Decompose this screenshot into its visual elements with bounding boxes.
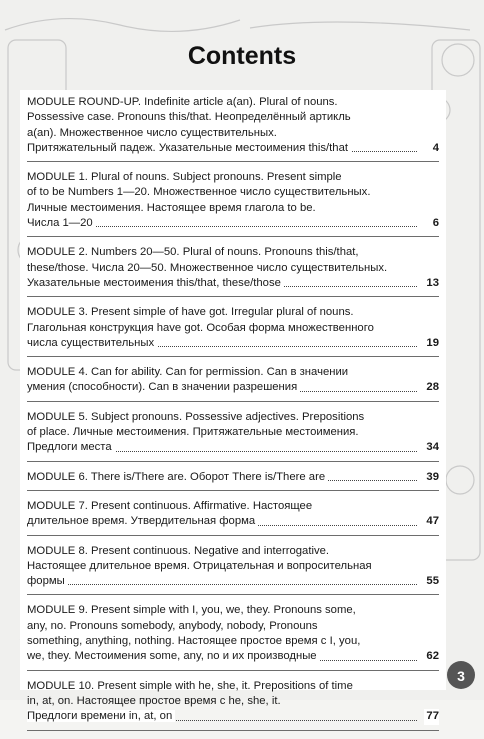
toc-entry-line: MODULE 8. Present continuous. Negative and interrogative. xyxy=(27,544,330,557)
toc-entry[interactable] xyxy=(27,95,439,162)
toc-page-number: 77 xyxy=(424,709,439,724)
toc-entry[interactable] xyxy=(27,470,439,491)
page-number: 3 xyxy=(457,668,465,684)
toc-page-number: 55 xyxy=(424,574,439,589)
toc-entry-line: MODULE 5. Subject pronouns. Possessive adjectives. Prepositions xyxy=(27,410,365,423)
toc-entry-line: in, at, on. Настоящее простое время с he, she, it. xyxy=(27,694,281,707)
toc-entry-text: MODULE 6. There is/There are. Оборот There is/There are xyxy=(27,471,328,483)
toc-entry-text: Предлоги времени in, at, on xyxy=(27,710,175,722)
toc-entry-line xyxy=(27,709,439,724)
toc-entry-line: of place. Личные местоимения. Притяжательные местоимения. xyxy=(27,426,359,439)
toc-entry-line xyxy=(27,514,439,529)
toc-page-number: 62 xyxy=(424,649,439,664)
dot-leader xyxy=(27,584,417,585)
toc-entry-text: Числа 1—20 xyxy=(27,217,96,229)
toc-entry-line: MODULE 3. Present simple of have got. Irregular plural of nouns. xyxy=(27,306,354,319)
toc-entry-text: формы xyxy=(27,575,68,587)
toc-page-number: 39 xyxy=(424,470,439,485)
toc-entry-line: MODULE 4. Can for ability. Can for permission. Can в значении xyxy=(27,366,349,379)
toc-entry[interactable] xyxy=(27,603,439,670)
toc-entry-line: these/those. Числа 20—50. Множественное число существительных. xyxy=(27,261,388,274)
toc-page-number: 19 xyxy=(424,336,439,351)
toc-entry-text: Предлоги места xyxy=(27,441,115,453)
toc-entry[interactable] xyxy=(27,170,439,237)
toc-entry-text: Указательные местоимения this/that, these/those xyxy=(27,277,284,289)
toc-entry-line: MODULE ROUND-UP. Indefinite article a(an). Plural of nouns. xyxy=(27,96,338,108)
toc-entry-line: Глагольная конструкция have got. Особая форма множественного xyxy=(27,321,374,334)
toc-entry-line xyxy=(27,380,439,395)
toc-entry-line xyxy=(27,649,439,664)
toc-entry-line: MODULE 7. Present continuous. Affirmative. Настоящее xyxy=(27,499,313,512)
toc-entry-line xyxy=(27,276,439,291)
table-of-contents xyxy=(27,95,439,739)
toc-entry-line: MODULE 9. Present simple with I, you, we, they. Pronouns some, xyxy=(27,604,356,617)
toc-entry[interactable] xyxy=(27,410,439,462)
toc-entry-line xyxy=(27,440,439,455)
toc-entry[interactable] xyxy=(27,499,439,536)
toc-page-number: 6 xyxy=(431,216,439,231)
toc-entry-text: we, they. Местоимения some, any, no и их производные xyxy=(27,650,320,662)
toc-entry-line xyxy=(27,141,439,156)
toc-entry-line: something, anything, nothing. Настоящее простое время с I, you, xyxy=(27,635,361,648)
toc-entry-line: Possessive case. Pronouns this/that. Неопределённый артикль xyxy=(27,111,351,124)
toc-entry-line: a(an). Множественное число существительных. xyxy=(27,126,277,139)
toc-entry-line xyxy=(27,574,439,589)
toc-entry-text: числа существительных xyxy=(27,337,157,349)
toc-entry-line: of to be Numbers 1—20. Множественное число существительных. xyxy=(27,186,371,199)
toc-entry-line: Настоящее длительное время. Отрицательная и вопросительная xyxy=(27,559,372,572)
toc-entry[interactable] xyxy=(27,245,439,297)
toc-entry-line xyxy=(27,470,439,485)
toc-entry-text: длительное время. Утвердительная форма xyxy=(27,515,258,527)
toc-entry-line: MODULE 10. Present simple with he, she, it. Prepositions of time xyxy=(27,679,353,692)
toc-page-number: 13 xyxy=(424,276,439,291)
toc-entry[interactable] xyxy=(27,305,439,357)
toc-entry-line: MODULE 2. Numbers 20—50. Plural of nouns. Pronouns this/that, xyxy=(27,246,359,259)
toc-entry-line xyxy=(27,336,439,351)
toc-entry[interactable] xyxy=(27,679,439,731)
toc-page-number: 28 xyxy=(424,380,439,395)
toc-page-number: 4 xyxy=(431,141,439,156)
toc-page-number: 34 xyxy=(424,440,439,455)
toc-page-number: 47 xyxy=(424,514,439,529)
toc-entry-line: any, no. Pronouns somebody, anybody, nobody, Pronouns xyxy=(27,619,318,632)
toc-entry-text: умения (способности). Can в значении разрешения xyxy=(27,381,300,393)
toc-entry-text: Притяжательный падеж. Указательные местоимения this/that xyxy=(27,142,351,154)
page-title: Contents xyxy=(187,42,297,70)
toc-entry-line xyxy=(27,216,439,231)
toc-entry-line: MODULE 1. Plural of nouns. Subject pronouns. Present simple xyxy=(27,171,342,184)
toc-entry[interactable] xyxy=(27,365,439,402)
toc-entry-line: Личные местоимения. Настоящее время глагола to be. xyxy=(27,201,316,214)
toc-entry[interactable] xyxy=(27,544,439,596)
